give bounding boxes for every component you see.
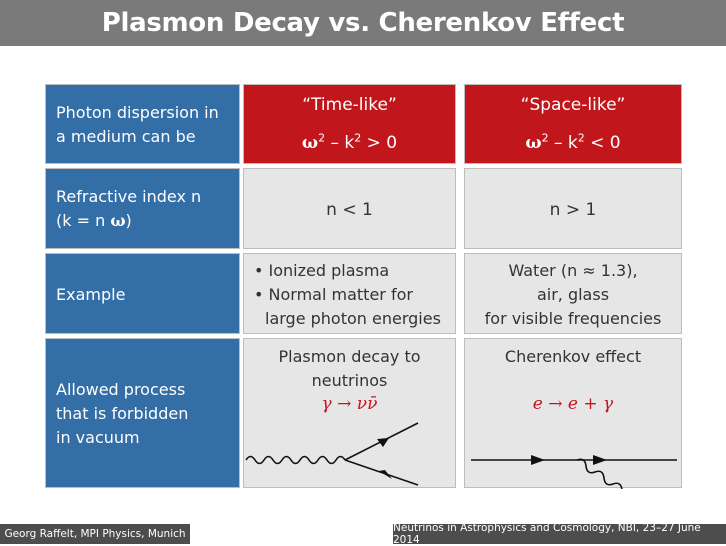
label-index-line1: Refractive index n — [56, 187, 202, 206]
label-example — [45, 253, 240, 334]
example-spacelike-cell — [464, 253, 682, 334]
cherenkov-panel — [464, 338, 682, 488]
spacelike-relation: $\omega^2 - k^2 < 0$ — [525, 131, 621, 153]
plasmon-title-line2: neutrinos — [311, 371, 388, 390]
example-timelike-cell — [243, 253, 456, 334]
title-bar — [0, 0, 726, 46]
example-timelike-line1: • Ionized plasma — [254, 261, 390, 280]
cherenkov-formula: e → e + γ — [532, 394, 614, 414]
plasmon-decay-panel — [243, 338, 456, 488]
plasmon-formula: γ → νν̄ — [321, 394, 378, 414]
example-spacelike-line2: air, glass — [536, 285, 610, 304]
label-dispersion-line2: a medium can be — [56, 127, 196, 146]
photon-wavy-line — [246, 457, 345, 464]
index-spacelike-cell — [464, 168, 682, 249]
plasmon-title-line1: Plasmon decay to — [278, 347, 421, 366]
label-process-line1: Allowed process — [56, 380, 186, 399]
slide-title: Plasmon Decay vs. Cherenkov Effect — [101, 8, 625, 38]
arrow-antineutrino-icon — [379, 470, 392, 479]
footer-right — [393, 524, 726, 544]
timelike-title: “Time-like” — [302, 95, 397, 115]
example-spacelike-line3: for visible frequencies — [484, 309, 662, 328]
photon-wavy-line — [577, 459, 622, 489]
footer-left — [0, 524, 190, 544]
label-process-line2: that is forbidden — [56, 404, 189, 423]
label-index-line2: (k = n ω) — [56, 211, 132, 230]
footer-author: Georg Raffelt, MPI Physics, Munich — [4, 528, 186, 540]
index-spacelike: n > 1 — [549, 200, 597, 220]
plasmon-feynman-diagram — [244, 339, 457, 489]
label-process-line3: in vacuum — [56, 428, 140, 447]
timelike-relation: $\omega^2 - k^2 > 0$ — [301, 131, 398, 153]
example-spacelike-line1: Water (n ≈ 1.3), — [508, 261, 638, 280]
header-timelike — [243, 84, 456, 164]
label-example-text: Example — [56, 285, 126, 304]
index-timelike: n < 1 — [326, 200, 373, 220]
cherenkov-feynman-diagram — [465, 339, 683, 489]
example-timelike-line2: • Normal matter for — [254, 285, 413, 304]
example-timelike-line3: large photon energies — [265, 309, 441, 328]
label-index — [45, 168, 240, 249]
label-dispersion-line1: Photon dispersion in — [56, 103, 219, 122]
label-dispersion — [45, 84, 240, 164]
arrow-electron-out-icon — [593, 455, 607, 465]
label-process — [45, 338, 240, 488]
footer-event: Neutrinos in Astrophysics and Cosmology, NBI, 23–27 June 2014 — [393, 522, 701, 546]
cherenkov-title: Cherenkov effect — [504, 347, 642, 366]
spacelike-title: “Space-like” — [520, 95, 626, 115]
index-timelike-cell — [243, 168, 456, 249]
header-spacelike — [464, 84, 682, 164]
arrow-electron-in-icon — [531, 455, 545, 465]
